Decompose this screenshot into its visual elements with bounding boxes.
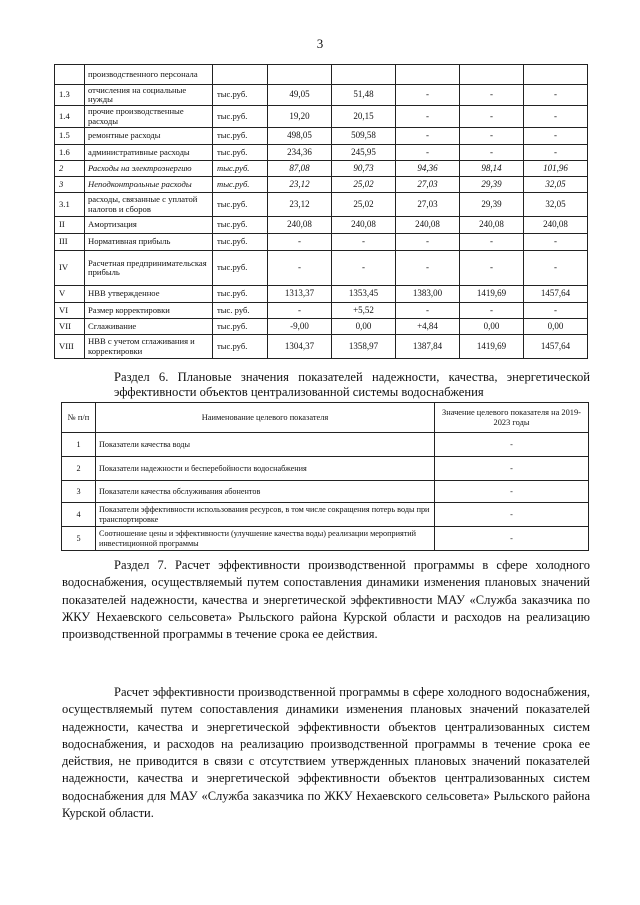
table-row: II Амортизация тыс.руб. 240,08 240,08 240,08 240,08 240,08 [55, 217, 588, 234]
table-row: 2 Расходы на электроэнергию тыс.руб. 87,08 90,73 94,36 98,14 101,96 [55, 161, 588, 177]
table-row: 1.5 ремонтные расходы тыс.руб. 498,05 509,58 - - - [55, 128, 588, 145]
table-row: производственного персонала [55, 65, 588, 85]
table-row: V НВВ утвержденное тыс.руб. 1313,37 1353,45 1383,00 1419,69 1457,64 [55, 286, 588, 303]
table-row: 3 Неподконтрольные расходы тыс.руб. 23,12 25,02 27,03 29,39 32,05 [55, 177, 588, 193]
table-row: 5 Соотношение цены и эффективности (улучшение качества воды) реализации мероприятий инвестиционной программы - [62, 527, 589, 551]
indicators-table [61, 402, 589, 551]
table-row: III Нормативная прибыль тыс.руб. - - - - - [55, 234, 588, 251]
page-number: 3 [316, 36, 324, 51]
col-header-name: Наименование целевого показателя [96, 403, 435, 433]
table-header-row [62, 403, 589, 433]
col-header-num: № п/п [62, 403, 96, 433]
section7-paragraph-1: Раздел 7. Расчет эффективности производственной программы в сфере холодного водоснабжения, осуществляемый путем сопоставления динамики изменения плановых значений показателей надежности, качества и энергетической эффективности МАУ «Служба заказчика по ЖКУ Нехаевского сельсовета» Рыльского района Курской области и расходов на реализацию производственной программы в течение срока ее действия. [62, 558, 590, 642]
table-row: VI Размер корректировки тыс. руб. - +5,52 - - - [55, 303, 588, 319]
col-header-value: Значение целевого показателя на 2019-2023 годы [435, 403, 589, 433]
table-row: 2 Показатели надежности и бесперебойности водоснабжения - [62, 457, 589, 481]
table-row: IV Расчетная предпринимательская прибыль тыс.руб. - - - - - [55, 251, 588, 286]
table-row: VII Сглаживание тыс.руб. -9,00 0,00 +4,84 0,00 0,00 [55, 319, 588, 335]
table-row: 3.1 расходы, связанные с уплатой налогов и сборов тыс.руб. 23,12 25,02 27,03 29,39 32,05 [55, 193, 588, 217]
table-row: 1.4 прочие производственные расходы тыс.руб. 19,20 20,15 - - - [55, 106, 588, 128]
table-row: 1.6 административные расходы тыс.руб. 234,36 245,95 - - - [55, 145, 588, 161]
table-row: 3 Показатели качества обслуживания абонентов - [62, 481, 589, 503]
section7-paragraph-2: Расчет эффективности производственной программы в сфере холодного водоснабжения, осуществляемый путем сопоставления динамики изменения плановых значений показателей надежности, качества и энергетической эффективности объектов централизованных систем водоснабжения, и расходов на реализацию производственной программы в течение срока ее действия, не приводится в связи с отсутствием утвержденных плановых значений показателей надежности, качества и энергетической эффективности объектов централизованных систем водоснабжения для МАУ «Служба заказчика по ЖКУ Нехаевского сельсовета» Рыльского района Курской области. [62, 685, 590, 821]
table-row: 1 Показатели качества воды - [62, 433, 589, 457]
cost-table [54, 64, 588, 359]
table-row: 4 Показатели эффективности использования ресурсов, в том числе сокращения потерь воды при транспортировке - [62, 503, 589, 527]
table-row: VIII НВВ с учетом сглаживания и корректировки тыс.руб. 1304,37 1358,97 1387,84 1419,69 1457,64 [55, 335, 588, 359]
table-row: 1.3 отчисления на социальные нужды тыс.руб. 49,05 51,48 - - - [55, 85, 588, 106]
section6-title: Раздел 6. Плановые значения показателей надежности, качества, энергетической эффективности объектов централизованной системы водоснабжения [114, 370, 590, 399]
